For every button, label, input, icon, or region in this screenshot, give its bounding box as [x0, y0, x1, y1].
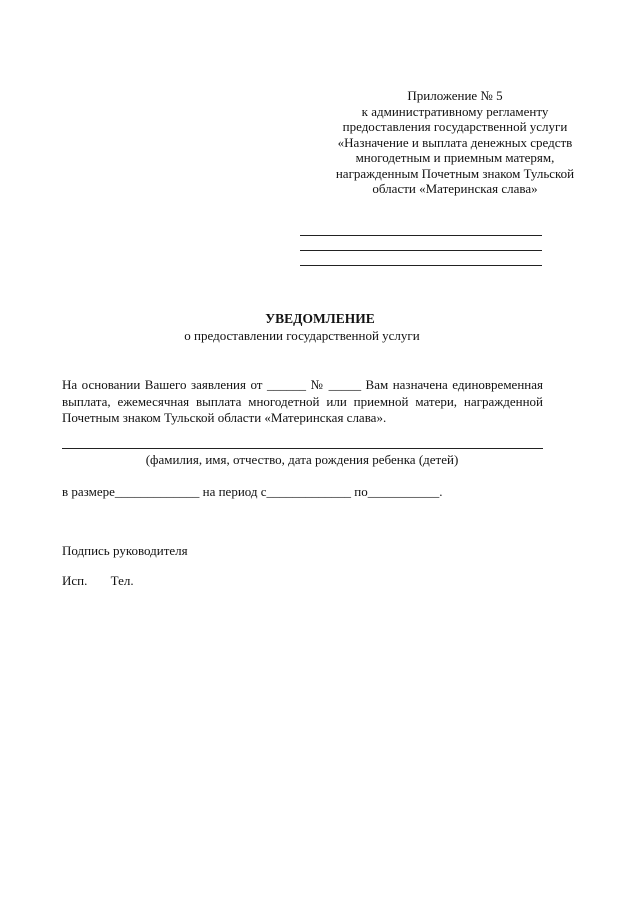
amount-period-line: в размере_____________ на период с_____________ по___________. — [62, 484, 443, 499]
appendix-line: Приложение № 5 — [407, 88, 503, 103]
phone-label: Тел. — [110, 573, 134, 588]
appendix-line: к административному регламенту — [361, 103, 549, 119]
appendix-line: предоставления государственной услуги — [342, 119, 568, 134]
appendix-line: многодетным и приемным матерям, — [355, 150, 555, 165]
body-line: Почетным знаком Тульской области «Материнская слава». — [62, 410, 387, 425]
fio-blank-line[interactable] — [62, 448, 543, 449]
appendix-header — [330, 88, 580, 197]
appendix-line: «Назначение и выплата денежных средств — [337, 134, 573, 150]
appendix-line: награжденным Почетным знаком Тульской — [335, 165, 575, 181]
executor-line — [62, 573, 134, 589]
recipient-blank-line[interactable] — [300, 235, 542, 236]
fio-caption: (фамилия, имя, отчество, дата рождения ребенка (детей) — [145, 452, 459, 467]
document-subtitle: о предоставлении государственной услуги — [184, 328, 420, 343]
executor-label: Исп. — [62, 573, 88, 588]
recipient-blank-line[interactable] — [300, 265, 542, 266]
document-title: УВЕДОМЛЕНИЕ — [265, 311, 375, 326]
appendix-line: области «Материнская слава» — [372, 181, 538, 196]
body-line: выплата, ежемесячная выплата многодетной или приемной матери, награжденной — [62, 393, 543, 409]
notification-body — [62, 377, 543, 427]
recipient-blank-line[interactable] — [300, 250, 542, 251]
signature-label: Подпись руководителя — [62, 543, 188, 558]
body-line: На основании Вашего заявления от ______ № _____ Вам назначена единовременная — [62, 377, 543, 392]
